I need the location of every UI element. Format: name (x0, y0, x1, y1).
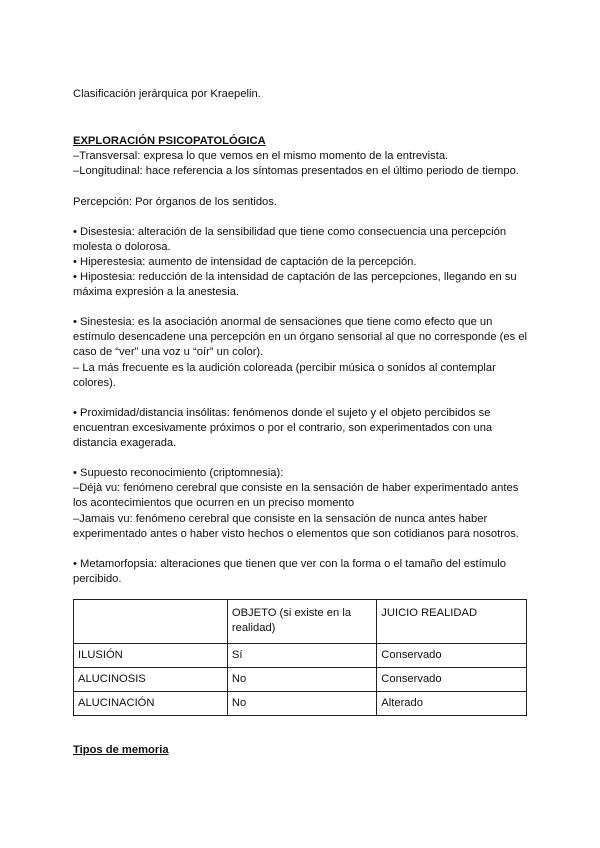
table-cell: ALUCINACIÓN (74, 692, 228, 716)
disestesia-line: • Disestesia: alteración de la sensibilidad que tiene como consecuencia una percepción (73, 226, 507, 238)
intro-text: Clasificación jerárquica por Kraepelin. (73, 88, 261, 100)
sinestesia-line: estímulo desencadene una percepción en un órgano sensorial al que no corresponde (es el (73, 331, 528, 344)
sinestesia-line: caso de “ver” una voz u “oír” un color). (73, 346, 264, 359)
perception-table (73, 599, 527, 716)
proximidad-line: encuentran excesivamente próximos o por el contrario, son experimentados con una (73, 422, 493, 435)
deja-vu-line: los acontecimientos que ocurren en un preciso momento (73, 497, 355, 510)
tipos-memoria-heading: Tipos de memoria (73, 744, 169, 756)
table-header-cell: OBJETO (si existe en la realidad) (227, 600, 376, 644)
percepcion-text: Percepción: Por órganos de los sentidos. (73, 196, 277, 208)
table-row (74, 692, 527, 716)
proximidad-line: distancia exagerada. (73, 437, 177, 450)
audicion-paragraph (73, 361, 533, 391)
proximidad-paragraph (73, 406, 533, 452)
table-cell: No (227, 668, 376, 692)
transversal-text: –Transversal: expresa lo que vemos en el mismo momento de la entrevista. (73, 150, 449, 162)
disestesia-paragraph (73, 225, 533, 255)
table-row (74, 644, 527, 668)
hiperestesia-text: • Hiperestesia: aumento de intensidad de captación de la percepción. (73, 256, 417, 268)
table-cell: No (227, 692, 376, 716)
table-header-cell: JUICIO REALIDAD (377, 600, 527, 644)
table-cell: Conservado (377, 644, 527, 668)
table-cell: ILUSIÓN (74, 644, 228, 668)
table-cell: Alterado (377, 692, 527, 716)
table-cell: ALUCINOSIS (74, 668, 228, 692)
table-header-cell (74, 600, 228, 644)
longitudinal-text: –Longitudinal: hace referencia a los síntomas presentados en el último periodo de tiempo. (73, 165, 519, 177)
disestesia-line: molesta o dolorosa. (73, 241, 171, 254)
section-title: EXPLORACIÓN PSICOPATOLÓGICA (73, 135, 266, 147)
table-row (74, 668, 527, 692)
jamais-vu-paragraph (73, 512, 533, 542)
metamorfopsia-line: percibido. (73, 573, 122, 586)
jamais-vu-line: experimentado antes o haber visto hechos o elementos que son cotidianos para nosotros. (73, 528, 519, 541)
hipostesia-line: máxima expresión a la anestesia. (73, 286, 240, 299)
deja-vu-line: –Déjà vu: fenómeno cerebral que consiste en la sensación de haber experimentado antes (73, 482, 519, 494)
proximidad-line: • Proximidad/distancia insólitas: fenómenos donde el sujeto y el objeto percibidos se (73, 407, 491, 419)
audicion-line: colores). (73, 377, 116, 390)
supuesto-text: • Supuesto reconocimiento (criptomnesia): (73, 467, 284, 479)
audicion-line: – La más frecuente es la audición coloreada (percibir música o sonidos al contemplar (73, 362, 496, 374)
jamais-vu-line: –Jamais vu: fenómeno cerebral que consiste en la sensación de nunca antes haber (73, 513, 488, 525)
deja-vu-paragraph (73, 481, 533, 511)
hipostesia-line: • Hipostesia: reducción de la intensidad de captación de las percepciones, llegando en su (73, 271, 517, 283)
sinestesia-paragraph (73, 315, 533, 361)
table-cell: Conservado (377, 668, 527, 692)
table-cell: Sí (227, 644, 376, 668)
metamorfopsia-line: • Metamorfopsia: alteraciones que tienen que ver con la forma o el tamaño del estímulo (73, 558, 507, 570)
hipostesia-paragraph (73, 270, 533, 300)
sinestesia-line: • Sinestesia: es la asociación anormal de sensaciones que tiene como efecto que un (73, 316, 493, 328)
metamorfopsia-paragraph (73, 557, 533, 587)
table-header-row (74, 600, 527, 644)
